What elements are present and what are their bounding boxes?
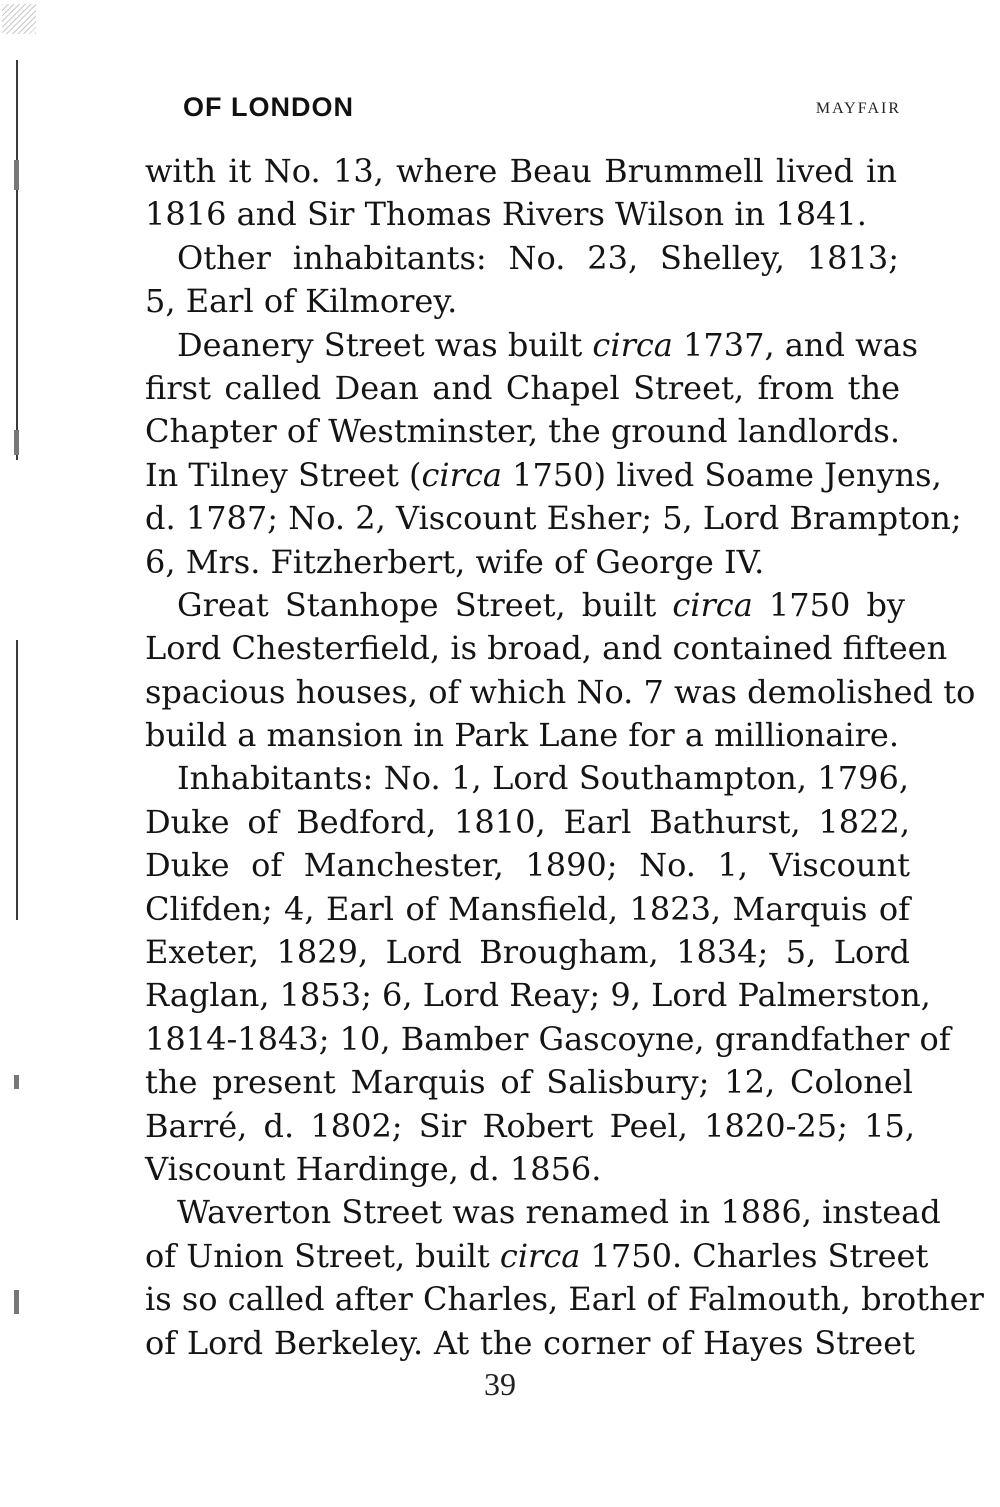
text-line: Barré, d. 1802; Sir Robert Peel, 1820-25; 15, bbox=[145, 1106, 915, 1145]
text-line: Viscount Hardinge, d. 1856. bbox=[145, 1149, 602, 1188]
page-header bbox=[183, 92, 901, 132]
gutter-rule-middle bbox=[16, 640, 18, 920]
text-line: 6, Mrs. Fitzherbert, wife of George IV. bbox=[145, 542, 765, 581]
text-line: the present Marquis of Salisbury; 12, Colonel bbox=[145, 1063, 913, 1102]
text-line: with it No. 13, where Beau Brummell lived in bbox=[145, 152, 897, 190]
body-text bbox=[145, 150, 984, 1365]
text-line: spacious houses, of which No. 7 was demolished to bbox=[145, 672, 976, 711]
section-title: MAYFAIR bbox=[815, 100, 901, 117]
gutter-speck bbox=[14, 1290, 19, 1314]
text-line: build a mansion in Park Lane for a millionaire. bbox=[145, 716, 899, 755]
text-line: 5, Earl of Kilmorey. bbox=[145, 282, 458, 321]
text-line: In Tilney Street (circa 1750) lived Soame Jenyns, bbox=[145, 455, 942, 494]
text-line: Duke of Manchester, 1890; No. 1, Viscount bbox=[145, 846, 910, 885]
text-line: 1816 and Sir Thomas Rivers Wilson in 1841. bbox=[145, 195, 867, 234]
text-line: Exeter, 1829, Lord Brougham, 1834; 5, Lord bbox=[145, 933, 910, 972]
text-line: Inhabitants: No. 1, Lord Southampton, 1796, bbox=[177, 759, 909, 798]
page-number: 39 bbox=[484, 1366, 516, 1402]
italic-term: circa bbox=[421, 455, 502, 494]
text-line: Great Stanhope Street, built circa 1750 by bbox=[177, 585, 906, 624]
text-line: Clifden; 4, Earl of Mansfield, 1823, Marquis of bbox=[145, 889, 910, 928]
text-line: d. 1787; No. 2, Viscount Esher; 5, Lord Brampton; bbox=[145, 499, 962, 538]
page-gutter-scan-edge bbox=[0, 0, 40, 1507]
text-line: first called Dean and Chapel Street, from the bbox=[145, 368, 900, 407]
gutter-speck bbox=[14, 430, 19, 455]
text-line: Lord Chesterfield, is broad, and contained fifteen bbox=[145, 629, 948, 668]
running-head-title: OF LONDON bbox=[183, 92, 354, 122]
text-line: of Lord Berkeley. At the corner of Hayes Street bbox=[145, 1323, 915, 1362]
text-line: of Union Street, built circa 1750. Charles Street bbox=[145, 1236, 929, 1275]
text-line: Waverton Street was renamed in 1886, instead bbox=[177, 1193, 941, 1232]
italic-term: circa bbox=[592, 325, 673, 364]
text-line: Other inhabitants: No. 23, Shelley, 1813; bbox=[177, 238, 899, 277]
text-line: Raglan, 1853; 6, Lord Reay; 9, Lord Palmerston, bbox=[145, 976, 931, 1015]
scan-corner-mark bbox=[2, 4, 36, 34]
gutter-speck bbox=[14, 160, 19, 190]
text-line: 1814-1843; 10, Bamber Gascoyne, grandfather of bbox=[145, 1019, 951, 1058]
text-line: Deanery Street was built circa 1737, and was bbox=[177, 325, 919, 364]
italic-term: circa bbox=[499, 1236, 581, 1275]
text-line: is so called after Charles, Earl of Falmouth, brother bbox=[145, 1280, 984, 1319]
text-line: Duke of Bedford, 1810, Earl Bathurst, 1822, bbox=[145, 802, 910, 841]
italic-term: circa bbox=[672, 585, 753, 624]
gutter-rule-upper bbox=[16, 60, 18, 460]
text-line: Chapter of Westminster, the ground landlords. bbox=[145, 412, 901, 451]
gutter-speck bbox=[14, 1075, 19, 1089]
